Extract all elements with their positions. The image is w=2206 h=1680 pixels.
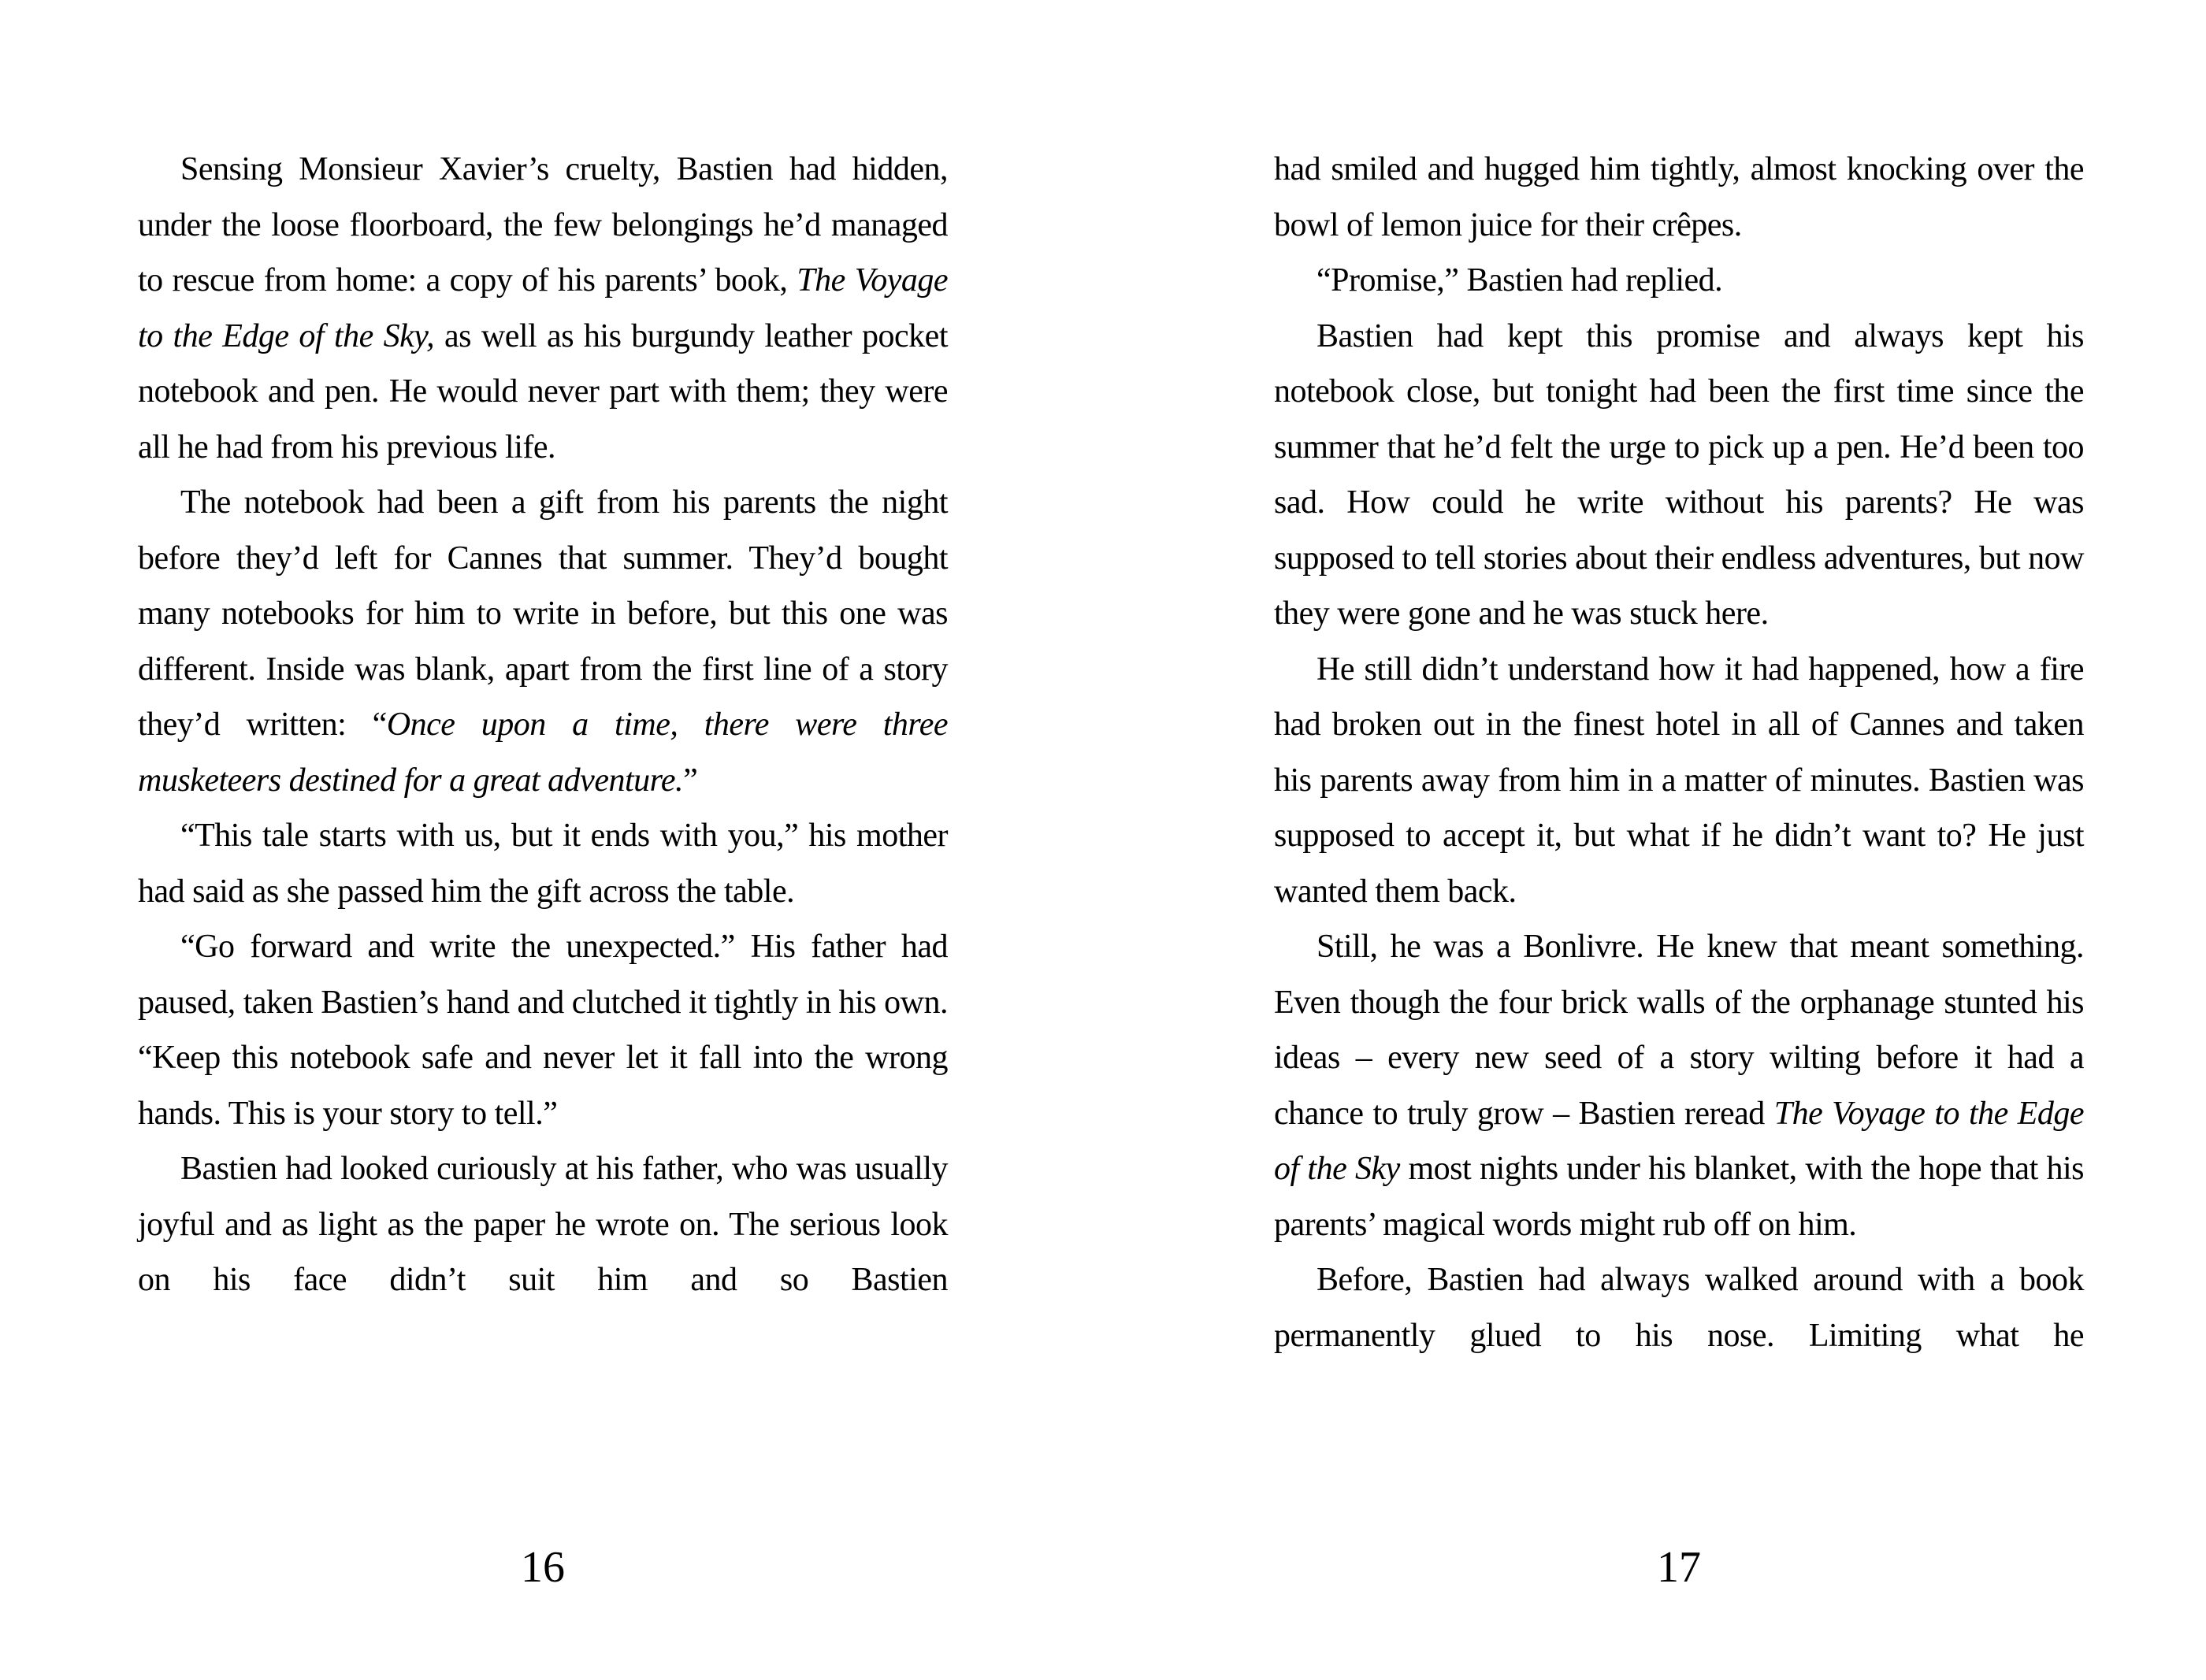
text-run: had smiled and hugged him tightly, almost knocking over the bowl of lemon juice for their crêpes. — [1274, 151, 2084, 243]
paragraph — [1274, 919, 2084, 1252]
paragraph — [1274, 642, 2084, 920]
italic-text-run: The Voyage to the Edge of the Sky, — [138, 262, 948, 354]
paragraph — [1274, 309, 2084, 642]
text-run: ” — [683, 762, 698, 799]
paragraph — [138, 919, 948, 1141]
paragraph — [138, 142, 948, 475]
page-left-text-column — [138, 142, 948, 1308]
text-run: most nights under his blanket, with the hope that his parents’ magical words might rub off on him. — [1274, 1151, 2084, 1243]
text-run: as well as his burgundy leather pocket notebook and pen. He would never part with them; they were all he had from his previous life. — [138, 317, 948, 465]
paragraph — [138, 475, 948, 808]
text-run: Bastien had looked curiously at his father, who was usually joyful and as light as the paper he wrote on. The serious look on his face didn’t suit him and so Bastien — [138, 1151, 948, 1298]
text-run: Bastien had kept this promise and always kept his notebook close, but tonight had been the first time since the summer that he’d felt the urge to pick up a pen. He’d been too sad. How could he write without his parents? He was supposed to tell stories about their endless adventures, but now they were gone and he was stuck here. — [1274, 317, 2084, 632]
text-run: “Promise,” Bastien had replied. — [1317, 262, 1723, 299]
paragraph — [138, 1141, 948, 1308]
text-run: He still didn’t understand how it had happened, how a fire had broken out in the finest hotel in all of Cannes and taken his parents away from him in a matter of minutes. Bastien was supposed to accept it, but what if he didn’t want to? He just wanted them back. — [1274, 651, 2084, 910]
text-run: Before, Bastien had always walked around with a book permanently glued to his nose. Limiting what he — [1274, 1262, 2084, 1354]
page-right-folio: 17 — [1657, 1543, 1701, 1592]
paragraph — [1274, 1252, 2084, 1363]
page-right-text-column — [1274, 142, 2084, 1363]
text-run: Still, he was a Bonlivre. He knew that meant something. Even though the four brick walls of the orphanage stunted his ideas – every new seed of a story wilting before it had a chance to truly grow – Bastien reread — [1274, 929, 2084, 1132]
page-right — [1103, 0, 2206, 1680]
italic-text-run: The Voyage to the Edge of the Sky — [1274, 1095, 2084, 1187]
italic-text-run: Once upon a time, there were three musketeers destined for a great adventure. — [138, 706, 948, 799]
text-run: “This tale starts with us, but it ends with you,” his mother had said as she passed him the gift across the table. — [138, 818, 948, 910]
page-left-folio: 16 — [521, 1543, 565, 1592]
paragraph — [1274, 142, 2084, 253]
text-run: The notebook had been a gift from his parents the night before they’d left for Cannes that summer. They’d bought many notebooks for him to write in before, but this one was different. Inside was blank, apart from the first line of a story they’d written: “ — [138, 484, 948, 743]
paragraph — [1274, 253, 2084, 309]
text-run: Sensing Monsieur Xavier’s cruelty, Bastien had hidden, under the loose floorboard, the few belongings he’d managed to rescue from home: a copy of his parents’ book, — [138, 151, 948, 299]
text-run: “Go forward and write the unexpected.” His father had paused, taken Bastien’s hand and clutched it tightly in his own. “Keep this notebook safe and never let it fall into the wrong hands. This is your story to tell.” — [138, 929, 948, 1132]
paragraph — [138, 808, 948, 919]
